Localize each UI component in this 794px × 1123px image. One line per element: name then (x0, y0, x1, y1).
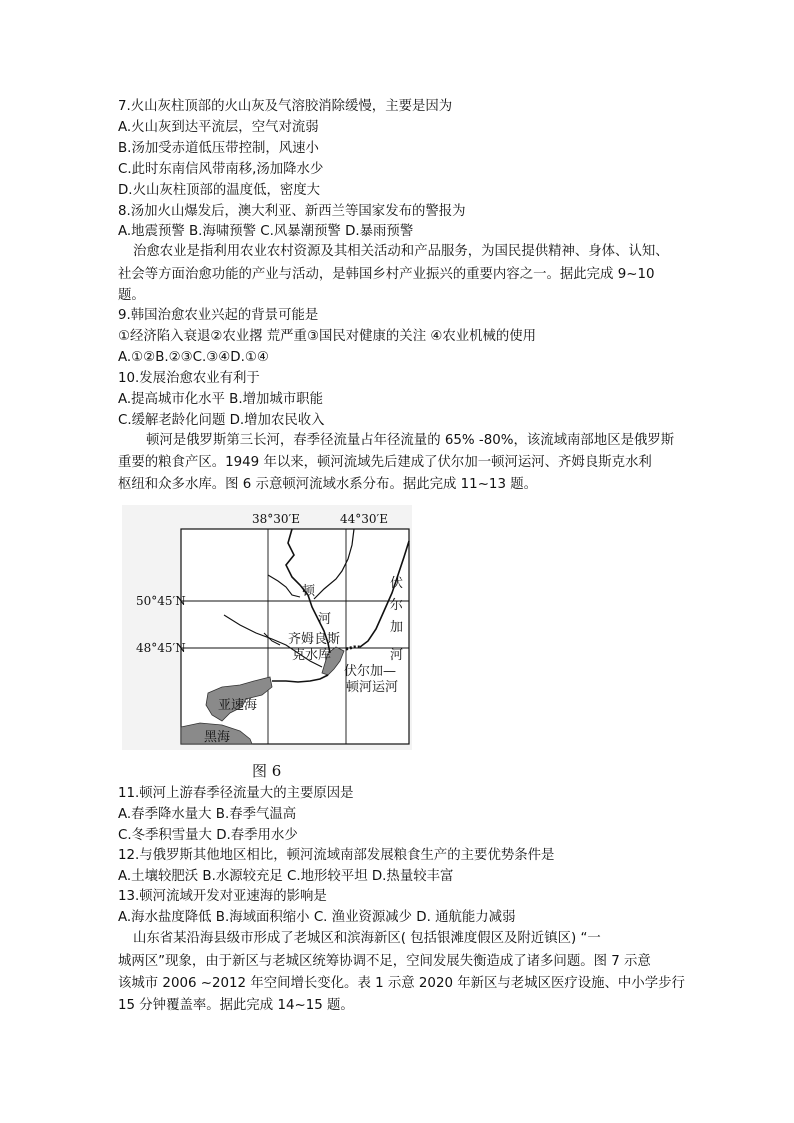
latitude-label-2: 48°45′N (136, 641, 186, 655)
passage-coastal-city-3: 该城市 2006 ~2012 年空间增长变化。表 1 示意 2020 年新区与老城区医疗设施、中小学步行 (118, 976, 685, 991)
passage-coastal-city-2: 城两区”现象，由于新区与老城区统筹协调不足，空间发展失衡造成了诸多问题。图 7 示意 (118, 954, 651, 969)
figure-6-caption: 图 6 (252, 762, 282, 780)
passage-coastal-city-4: 15 分钟覆盖率。据此完成 14~15 题。 (118, 998, 354, 1013)
reservoir-label-2: 克水库 (292, 648, 332, 663)
canal-label-2: 顿河运河 (346, 680, 399, 695)
reservoir-label-1: 齐姆良斯 (288, 632, 341, 647)
q9-items: ①经济陷入衰退②农业撂 荒严重③国民对健康的关注 ④农业机械的使用 (118, 329, 537, 344)
q7-option-a: A.火山灰到达平流层，空气对流弱 (118, 120, 319, 135)
volga-label-2: 尔 (390, 598, 404, 613)
don-river-basin-map (122, 505, 412, 750)
longitude-label-2: 44°30′E (340, 512, 389, 526)
volga-label-3: 加 (390, 620, 404, 635)
passage-coastal-city-1: 山东省某沿海县级市形成了老城区和滨海新区( 包括银滩度假区及附近镇区) “一 (133, 931, 601, 946)
volga-label-4: 河 (390, 648, 404, 663)
q13-stem: 13.顿河流域开发对亚速海的影响是 (118, 889, 327, 904)
q12-stem: 12.与俄罗斯其他地区相比，顿河流域南部发展粮食生产的主要优势条件是 (118, 848, 555, 863)
q7-option-d: D.火山灰柱顶部的温度低，密度大 (118, 183, 321, 198)
q8-options: A.地震预警 B.海啸预警 C.风暴潮预警 D.暴雨预警 (118, 224, 414, 239)
q9-options: A.①②B.②③C.③④D.①④ (118, 350, 269, 365)
q13-options: A.海水盐度降低 B.海域面积缩小 C. 渔业资源减少 D. 通航能力减弱 (118, 910, 516, 925)
q10-stem: 10.发展治愈农业有利于 (118, 371, 260, 386)
passage-don-river-1: 顿河是俄罗斯第三长河，春季径流量占年径流量的 65% -80%，该流域南部地区是俄罗斯 (146, 433, 675, 448)
q7-stem: 7.火山灰柱顶部的火山灰及气溶胶消除缓慢，主要是因为 (118, 99, 453, 114)
azov-label: 亚速海 (218, 698, 258, 713)
volga-label-1: 伏 (390, 576, 404, 591)
don-label-2: 河 (318, 612, 332, 627)
latitude-label-1: 50°45′N (136, 594, 186, 608)
q9-stem: 9.韩国治愈农业兴起的背景可能是 (118, 308, 319, 323)
q7-option-c: C.此时东南信风带南移,汤加降水少 (118, 162, 324, 177)
q7-option-b: B.汤加受赤道低压带控制，风速小 (118, 141, 319, 156)
passage-don-river-3: 枢纽和众多水库。图 6 示意顿河流域水系分布。据此完成 11~13 题。 (118, 477, 537, 492)
longitude-label-1: 38°30′E (252, 512, 301, 526)
passage-healing-agriculture-3: 题。 (118, 288, 145, 303)
passage-healing-agriculture-1: 治愈农业是指利用农业农村资源及其相关活动和产品服务，为国民提供精神、身体、认知、 (133, 244, 669, 259)
passage-healing-agriculture-2: 社会等方面治愈功能的产业与活动，是韩国乡村产业振兴的重要内容之一。据此完成 9~10 (118, 267, 655, 282)
passage-don-river-2: 重要的粮食产区。1949 年以来，顿河流域先后建成了伏尔加一顿河运河、齐姆良斯克水利 (118, 455, 652, 470)
black-sea-label: 黑海 (204, 730, 231, 745)
q12-options: A.土壤较肥沃 B.水源较充足 C.地形较平坦 D.热量较丰富 (118, 869, 454, 884)
canal-label-1: 伏尔加— (344, 664, 397, 679)
q11-options-cd: C.冬季积雪量大 D.春季用水少 (118, 828, 298, 843)
q10-options-cd: C.缓解老龄化问题 D.增加农民收入 (118, 413, 325, 428)
don-label-1: 顿 (302, 584, 316, 599)
q11-stem: 11.顿河上游春季径流量大的主要原因是 (118, 786, 354, 801)
q10-options-ab: A.提高城市化水平 B.增加城市职能 (118, 392, 323, 407)
q11-options-ab: A.春季降水量大 B.春季气温高 (118, 807, 297, 822)
q8-stem: 8.汤加火山爆发后，澳大利亚、新西兰等国家发布的警报为 (118, 204, 466, 219)
